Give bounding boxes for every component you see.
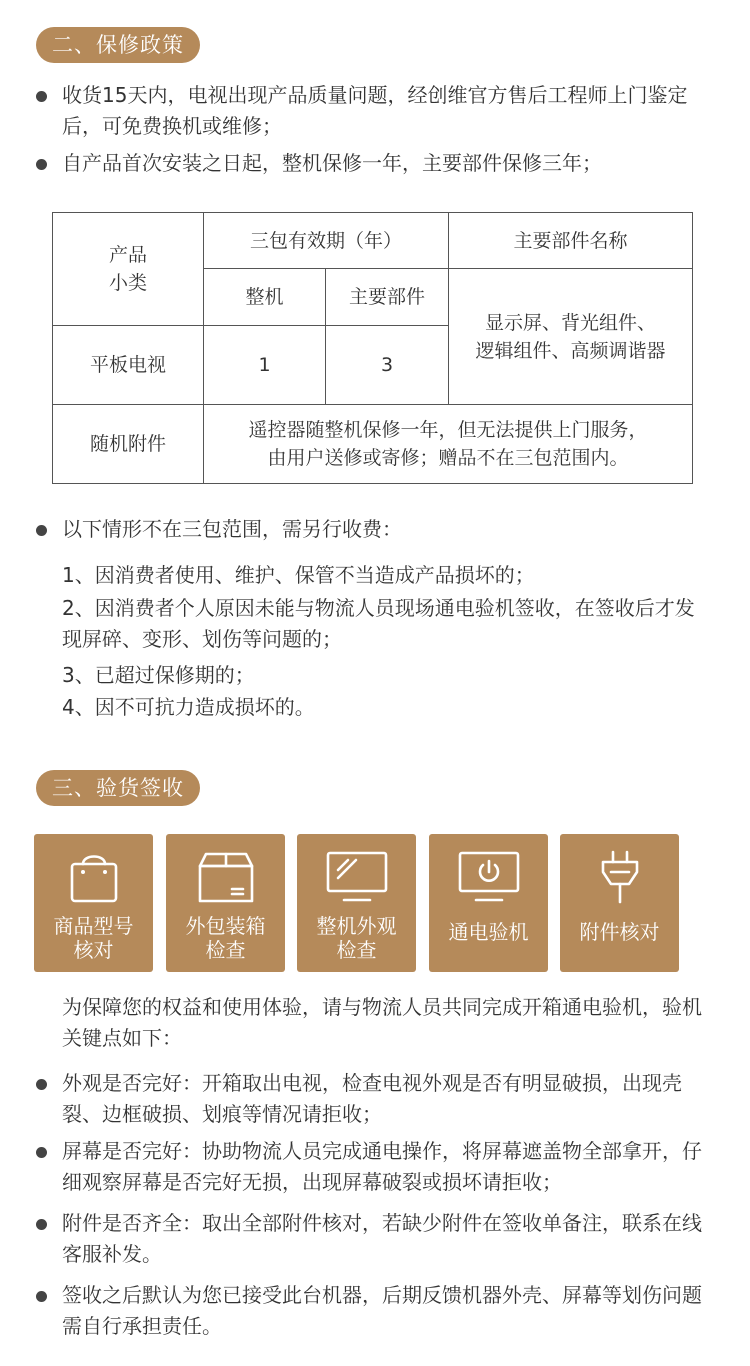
row-label-accessories: 随机附件 <box>53 405 204 484</box>
exclusion-item: 4、因不可抗力造成损坏的。 <box>62 695 315 719</box>
card-label: 外包装箱 检查 <box>185 914 266 962</box>
bullet-text: 收货15天内，电视出现产品质量问题，经创维官方售后工程师上门鉴定后，可免费换机或维修； <box>62 83 688 138</box>
list-item <box>36 1068 706 1130</box>
card-label: 整机外观 检查 <box>316 914 397 962</box>
header-warranty-validity: 三包有效期（年） <box>204 213 449 269</box>
section-title-warranty-policy: 二、保修政策 <box>36 27 200 63</box>
row-label-flat-tv: 平板电视 <box>53 326 204 405</box>
header-whole-unit: 整机 <box>204 269 326 326</box>
exclusion-item: 3、已超过保修期的； <box>62 663 255 687</box>
bullet-dot <box>36 1219 47 1230</box>
list-item <box>36 1208 706 1270</box>
header-main-parts-name: 主要部件名称 <box>449 213 693 269</box>
tv-whole-years: 1 <box>204 326 326 405</box>
bullet-dot <box>36 91 47 102</box>
list-item <box>36 514 706 545</box>
exclusion-item: 2、因消费者个人原因未能与物流人员现场通电验机签收，在签收后才发现屏碎、变形、划伤等问题的； <box>62 596 695 651</box>
power-tv-icon <box>458 850 520 904</box>
box-icon <box>195 850 257 904</box>
inspection-intro: 为保障您的权益和使用体验，请与物流人员共同完成开箱通电验机，验机关键点如下： <box>62 995 702 1050</box>
card-label: 附件核对 <box>579 920 660 944</box>
exclusion-item: 1、因消费者使用、维护、保管不当造成产品损坏的； <box>62 563 535 587</box>
tv-screen-icon <box>326 850 388 904</box>
bullet-dot <box>36 525 47 536</box>
list-item <box>36 1136 706 1198</box>
card-accessory-check <box>560 834 679 972</box>
bullet-text: 自产品首次安装之日起，整机保修一年，主要部件保修三年； <box>62 151 602 175</box>
bullet-text: 外观是否完好：开箱取出电视，检查电视外观是否有明显破损，出现壳裂、边框破损、划痕等情况请拒收； <box>62 1071 682 1126</box>
card-power-test <box>429 834 548 972</box>
card-appearance-check <box>297 834 416 972</box>
warranty-table <box>52 212 693 484</box>
section-title-inspection: 三、验货签收 <box>36 770 200 806</box>
list-item <box>36 80 706 142</box>
bullet-text: 签收之后默认为您已接受此台机器，后期反馈机器外壳、屏幕等划伤问题需自行承担责任。 <box>62 1283 702 1338</box>
list-item <box>36 148 706 179</box>
card-label: 通电验机 <box>448 920 529 944</box>
accessories-note: 遥控器随整机保修一年，但无法提供上门服务， 由用户送修或寄修；赠品不在三包范围内。 <box>204 405 693 484</box>
bullet-text: 以下情形不在三包范围，需另行收费： <box>62 517 402 541</box>
plug-icon <box>589 850 651 904</box>
bullet-dot <box>36 1079 47 1090</box>
tv-parts-years: 3 <box>326 326 449 405</box>
parts-names-cell: 显示屏、背光组件、 逻辑组件、高频调谐器 <box>449 269 693 405</box>
header-product-category: 产品 小类 <box>53 213 204 326</box>
list-item <box>36 1280 706 1342</box>
bullet-text: 屏幕是否完好：协助物流人员完成通电操作，将屏幕遮盖物全部拿开，仔细观察屏幕是否完好无损，出现屏幕破裂或损坏请拒收； <box>62 1139 702 1194</box>
bullet-dot <box>36 1147 47 1158</box>
bullet-text: 附件是否齐全：取出全部附件核对，若缺少附件在签收单备注，联系在线客服补发。 <box>62 1211 702 1266</box>
card-label: 商品型号 核对 <box>53 914 134 962</box>
card-model-check <box>34 834 153 972</box>
shopping-bag-icon <box>63 850 125 904</box>
header-main-parts: 主要部件 <box>326 269 449 326</box>
card-package-check <box>166 834 285 972</box>
bullet-dot <box>36 1291 47 1302</box>
bullet-dot <box>36 159 47 170</box>
